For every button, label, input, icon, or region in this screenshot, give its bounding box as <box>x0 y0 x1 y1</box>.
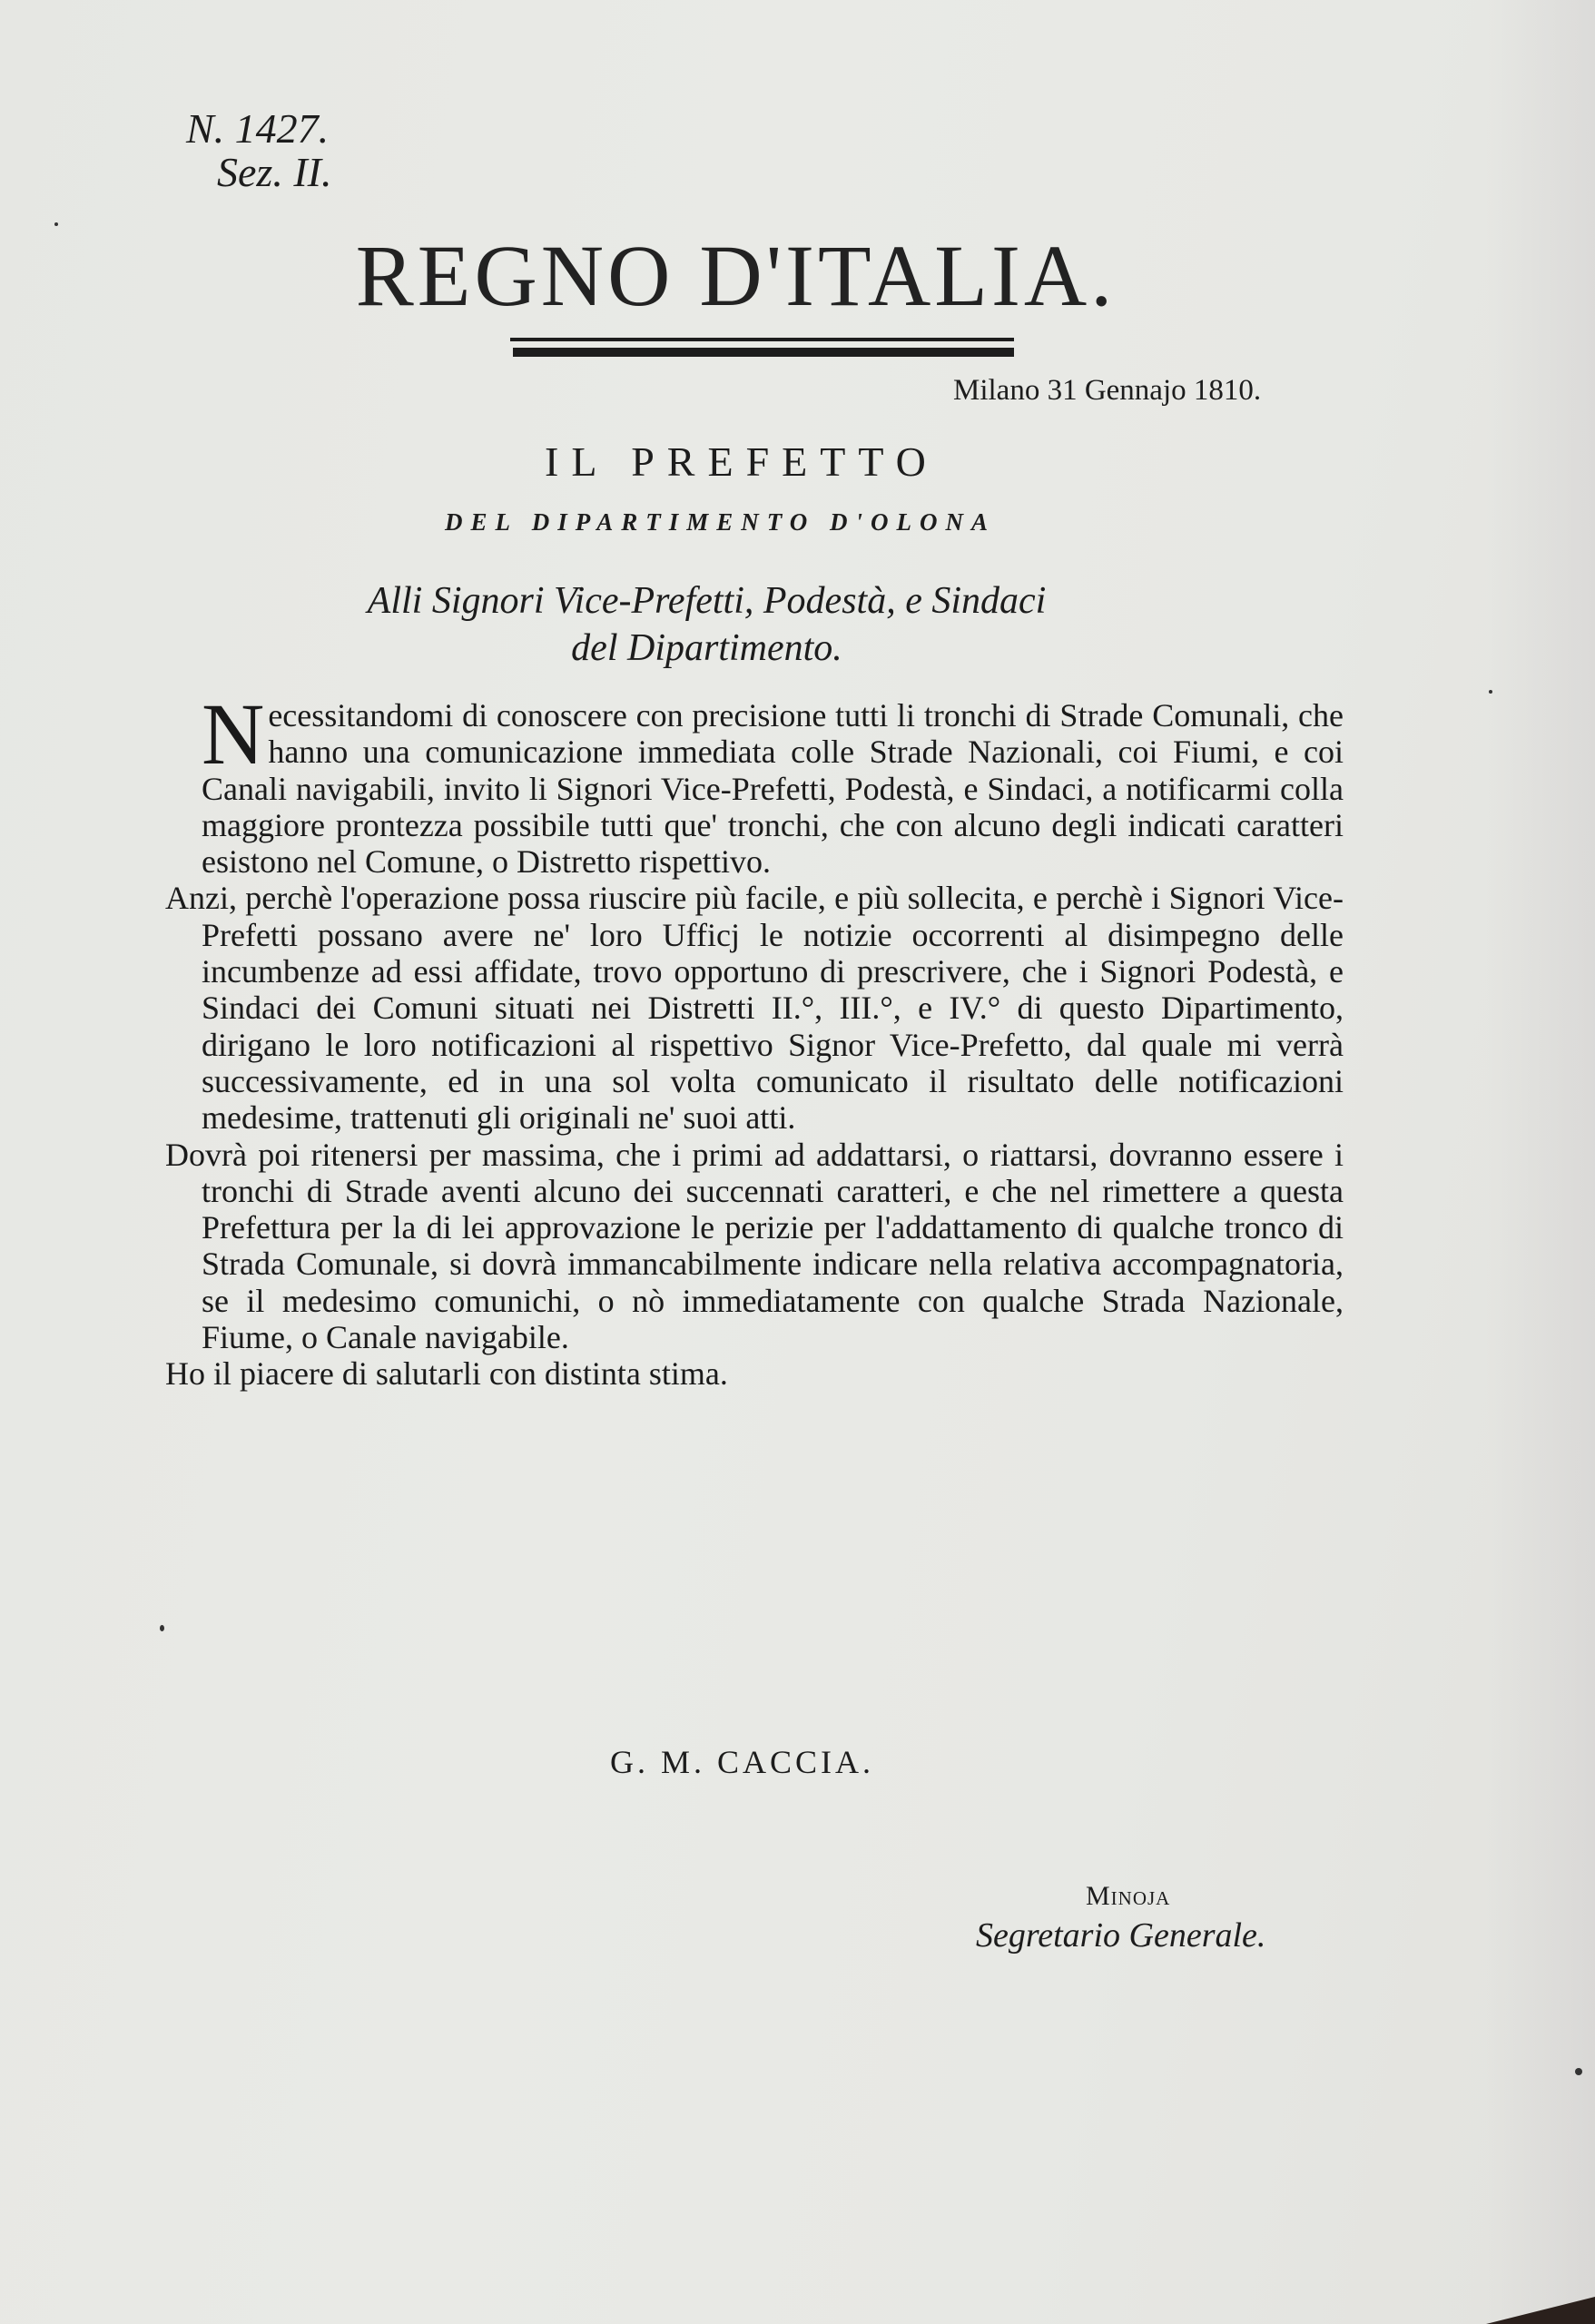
address-block <box>0 577 1595 672</box>
date-line: Milano 31 Gennajo 1810. <box>953 374 1262 407</box>
paper-speck <box>1489 690 1492 694</box>
closing-line: Ho il piacere di salutarli con distinta stima. <box>165 1355 728 1393</box>
paragraph-text: Dovrà poi ritenersi per massima, che i primi ad addattarsi, o riattarsi, dovranno essere i tronchi di Strade aventi alcuno dei succennati caratteri, e che nel rimettere a questa Prefettura per la di lei approvazione le perizie per l'addattamento di qualche tronco di Strada Comunale, si dovrà immancabilmente indicare nella relativa accompagnatoria, se il medesimo comunichi, o nò immediatamente con qualche Strada Nazionale, Fiume, o Canale navigabile. <box>165 1136 1344 1356</box>
paper-speck <box>54 222 58 226</box>
secretary-name: Minoja <box>1086 1881 1171 1911</box>
paper-speck <box>160 1625 164 1631</box>
body-paragraph <box>202 685 1344 881</box>
reference-section: Sez. II. <box>217 149 332 195</box>
body-paragraph <box>165 880 1344 1136</box>
document-body <box>165 685 1344 1393</box>
paragraph-text: ecessitandomi di conoscere con precisione tutti li tronchi di Strade Comunali, che hanno una comunicazione immediata colle Strade Nazionali, coi Fiumi, e coi Canali navigabili, invito li Signori Vice-Prefetti, Podestà, e Sindaci, a notificarmi colla maggiore prontezza possibile tutti que' tronchi, che con alcuno degli indicati caratteri esistono nel Comune, o Distretto rispettivo. <box>202 697 1344 881</box>
document-title-wrap <box>0 225 1595 326</box>
signature: G. M. CACCIA. <box>610 1744 875 1780</box>
address-line: del Dipartimento. <box>571 627 842 669</box>
paragraph-text: Anzi, perchè l'operazione possa riuscire più facile, e più sollecita, e perchè i Signori Vice-Prefetti possano avere ne' loro Ufficj le notizie occorrenti al disimpegno delle incumbenze ad essi affidate, trovo opportuno di prescrivere, che i Signori Podestà, e Sindaci dei Comuni situati nei Distretti II.°, III.°, e IV.° di questo Dipartimento, dirigano le loro notificazioni al rispettivo Signor Vice-Prefetto, dal quale mi verrà successivamente, ed in una sol volta comunicato il risultato delle notificazioni medesime, trattenuti gli originali ne' suoi atti. <box>165 880 1344 1137</box>
drop-cap: N <box>202 685 265 783</box>
address-line: Alli Signori Vice-Prefetti, Podestà, e Sindaci <box>367 580 1047 622</box>
page-fold-shadow <box>1486 0 1595 2324</box>
department-heading: DEL DIPARTIMENTO D'OLONA <box>445 508 997 536</box>
reference-block <box>186 107 331 194</box>
body-paragraph <box>165 1137 1344 1356</box>
reference-number: N. 1427. <box>186 105 330 152</box>
secretary-title: Segretario Generale. <box>976 1916 1266 1955</box>
paper-speck <box>1575 2068 1582 2075</box>
issuer-heading: IL PREFETTO <box>545 438 939 485</box>
document-title: REGNO D'ITALIA. <box>355 227 1117 324</box>
title-rule-thin <box>510 338 1014 341</box>
title-rule-thick <box>513 348 1014 357</box>
